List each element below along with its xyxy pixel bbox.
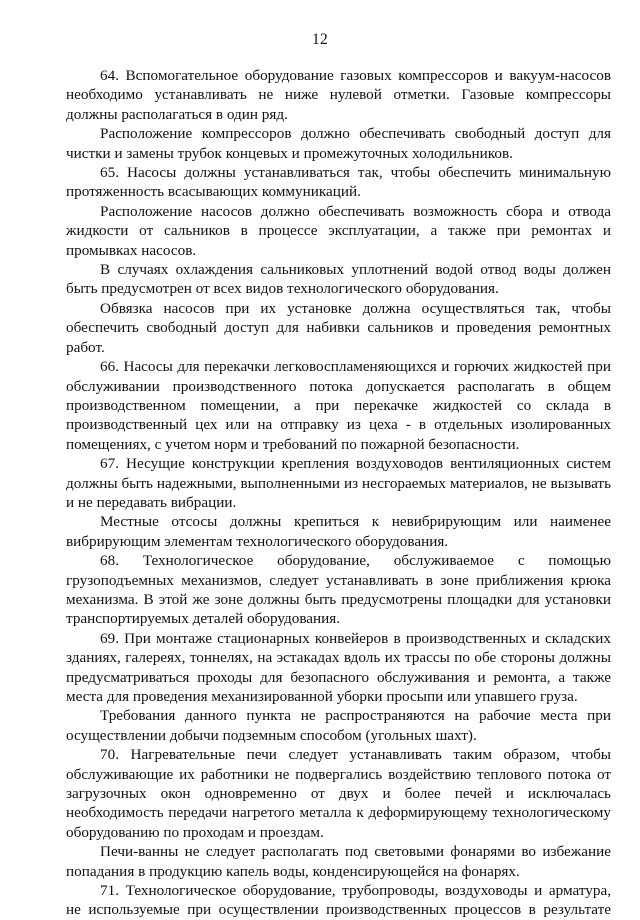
paragraph-64: 64. Вспомогательное оборудование газовых компрессоров и вакуум-насосов необходимо устанавливать не ниже нулевой отметки. Газовые компрессоры должны располагаться в один ряд. [66, 67, 611, 123]
paragraph-66: 66. Насосы для перекачки легковоспламеняющихся и горючих жидкостей при обслуживании производственного потока допускается располагать в общем производственном помещении, а при перекачке жидкостей со склада в производственный цех или на отправку из цеха - в отдельных изолированных помещениях, с учетом норм и требований по пожарной безопасности. [66, 358, 611, 453]
paragraph-67-local-exhaust: Местные отсосы должны крепиться к невибрирующим или наименее вибрирующим элементам технологического оборудования. [66, 513, 611, 550]
paragraph-67: 67. Несущие конструкции крепления воздуховодов вентиляционных систем должны быть надежными, выполненными из несгораемых материалов, не вызывать и не передавать вибрации. [66, 455, 611, 511]
paragraph-70-bath-furnaces: Печи-ванны не следует располагать под световыми фонарями во избежание попадания в продукцию капель воды, конденсирующейся на фонарях. [66, 843, 611, 880]
paragraph-69-exception: Требования данного пункта не распространяются на рабочие места при осуществлении добычи подземным способом (угольных шахт). [66, 707, 611, 744]
document-body [66, 66, 611, 920]
paragraph-64-compressor-placement: Расположение компрессоров должно обеспечивать свободный доступ для чистки и замены трубок концевых и промежуточных холодильников. [66, 125, 611, 162]
paragraph-65-pump-piping: Обвязка насосов при их установке должна осуществляться так, чтобы обеспечить свободный доступ для набивки сальников и проведения ремонтных работ. [66, 299, 611, 356]
paragraph-71: 71. Технологическое оборудование, трубопроводы, воздуховоды и арматура, не используемые при осуществлении производственных процессов в результате [66, 882, 611, 919]
paragraph-68: 68. Технологическое оборудование, обслуживаемое с помощью грузоподъемных механизмов, следует устанавливать в зоне приближения крюка механизма. В этой же зоне должны быть предусмотрены площадки для установки транспортируемых деталей оборудования. [66, 552, 611, 628]
page-number: 12 [311, 31, 329, 48]
paragraph-65-pump-placement: Расположение насосов должно обеспечивать возможность сбора и отвода жидкости от сальников в процессе эксплуатации, а также при ремонтах и промывках насосов. [66, 202, 611, 259]
paragraph-70: 70. Нагревательные печи следует устанавливать таким образом, чтобы обслуживающие их работники не подвергались воздействию теплового потока от загрузочных окон одновременно от двух и более печей и исключалась необходимость передачи нагретого металла к деформирующему технологическому оборудованию по проходам и проездам. [66, 746, 611, 841]
paragraph-65-gland-cooling: В случаях охлаждения сальниковых уплотнений водой отвод воды должен быть предусмотрен от всех видов технологического оборудования. [66, 261, 611, 298]
paragraph-69: 69. При монтаже стационарных конвейеров в производственных и складских зданиях, галереях, тоннелях, на эстакадах вдоль их трассы по обе стороны должны предусматриваться проходы для безопасного обслуживания и ремонта, а также места для проведения механизированной уборки просыпи или упавшего груза. [66, 629, 611, 705]
paragraph-65: 65. Насосы должны устанавливаться так, чтобы обеспечить минимальную протяженность всасывающих коммуникаций. [66, 164, 611, 201]
